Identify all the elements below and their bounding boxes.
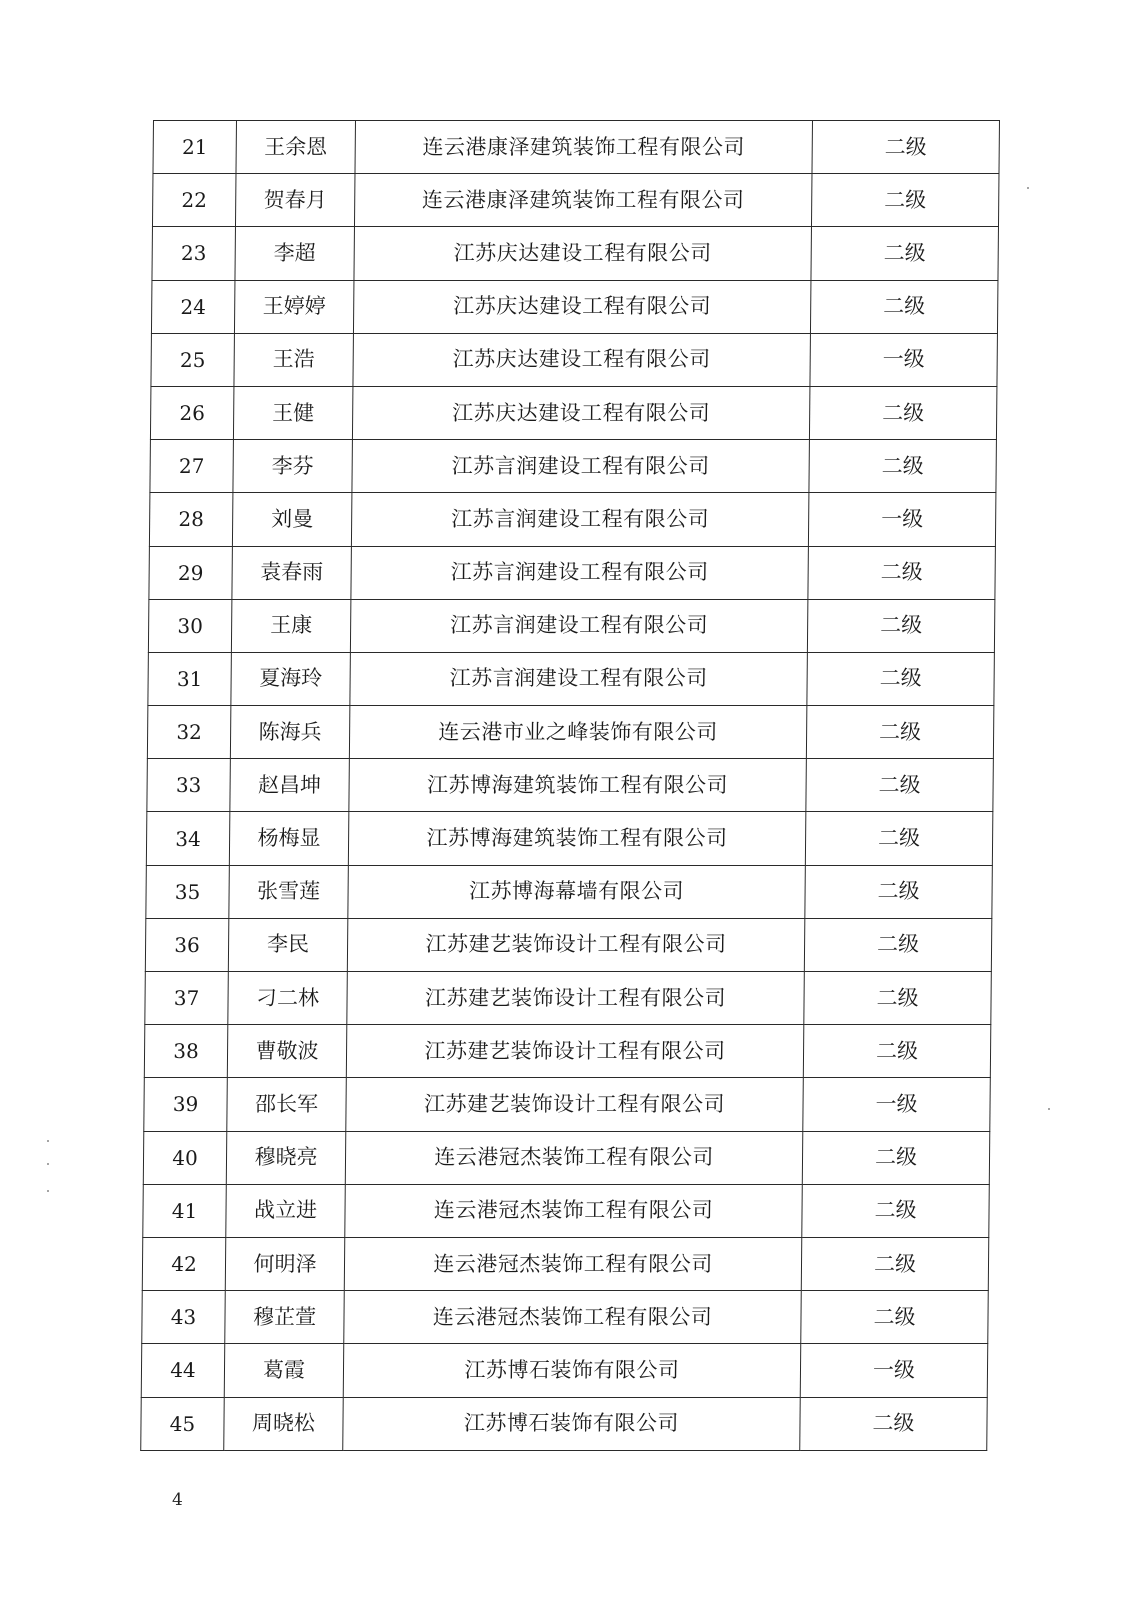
- company-name-cell: 江苏言润建设工程有限公司: [352, 440, 810, 493]
- registration-table: [140, 120, 1000, 1451]
- table-row: [141, 1344, 988, 1397]
- table-row: [150, 440, 997, 493]
- company-name-cell: 江苏言润建设工程有限公司: [351, 493, 809, 546]
- row-number-cell: 22: [152, 174, 236, 227]
- company-name-cell: 江苏博海建筑装饰工程有限公司: [348, 812, 806, 865]
- person-name-cell: 穆芷萱: [225, 1291, 345, 1344]
- company-name-cell: 连云港冠杰装饰工程有限公司: [345, 1184, 803, 1237]
- row-number-cell: 31: [148, 652, 232, 705]
- row-number-cell: 32: [147, 706, 231, 759]
- row-number-cell: 40: [143, 1131, 227, 1184]
- level-cell: 一级: [810, 333, 998, 386]
- level-cell: 二级: [808, 546, 996, 599]
- company-name-cell: 连云港冠杰装饰工程有限公司: [345, 1131, 803, 1184]
- level-cell: 二级: [802, 1131, 990, 1184]
- table-row: [146, 812, 993, 865]
- table-row: [149, 546, 996, 599]
- company-name-cell: 连云港康泽建筑装饰工程有限公司: [354, 174, 812, 227]
- row-number-cell: 41: [143, 1184, 227, 1237]
- person-name-cell: 李芬: [233, 440, 353, 493]
- level-cell: 二级: [805, 865, 993, 918]
- person-name-cell: 张雪莲: [229, 865, 349, 918]
- level-cell: 二级: [804, 972, 992, 1025]
- company-name-cell: 连云港冠杰装饰工程有限公司: [344, 1291, 802, 1344]
- level-cell: 二级: [803, 1025, 991, 1078]
- table-row: [153, 121, 1000, 174]
- scan-speck: [47, 1190, 49, 1192]
- table-row: [141, 1397, 988, 1450]
- table-row: [149, 493, 996, 546]
- table-row: [150, 386, 997, 439]
- row-number-cell: 29: [149, 546, 233, 599]
- company-name-cell: 江苏言润建设工程有限公司: [350, 652, 808, 705]
- row-number-cell: 27: [150, 440, 234, 493]
- company-name-cell: 江苏庆达建设工程有限公司: [353, 280, 811, 333]
- table-row: [151, 280, 998, 333]
- person-name-cell: 王健: [233, 386, 353, 439]
- level-cell: 一级: [803, 1078, 991, 1131]
- person-name-cell: 曹敬波: [227, 1025, 347, 1078]
- level-cell: 二级: [801, 1237, 989, 1290]
- person-name-cell: 葛霞: [224, 1344, 344, 1397]
- table-row: [144, 1078, 991, 1131]
- company-name-cell: 连云港市业之峰装饰有限公司: [349, 706, 807, 759]
- company-name-cell: 江苏建艺装饰设计工程有限公司: [347, 918, 805, 971]
- level-cell: 二级: [807, 652, 995, 705]
- company-name-cell: 江苏建艺装饰设计工程有限公司: [347, 972, 805, 1025]
- person-name-cell: 李民: [228, 918, 348, 971]
- row-number-cell: 35: [146, 865, 230, 918]
- level-cell: 一级: [800, 1344, 988, 1397]
- table-row: [143, 1184, 990, 1237]
- level-cell: 二级: [802, 1184, 990, 1237]
- company-name-cell: 江苏博石装饰有限公司: [343, 1397, 801, 1450]
- row-number-cell: 38: [144, 1025, 228, 1078]
- person-name-cell: 刘曼: [232, 493, 352, 546]
- person-name-cell: 王浩: [234, 333, 354, 386]
- table-row: [147, 759, 994, 812]
- table-row: [142, 1291, 989, 1344]
- person-name-cell: 王婷婷: [234, 280, 354, 333]
- table-row: [152, 174, 999, 227]
- level-cell: 二级: [805, 812, 993, 865]
- table-row: [147, 706, 994, 759]
- level-cell: 一级: [808, 493, 996, 546]
- row-number-cell: 34: [146, 812, 230, 865]
- row-number-cell: 42: [142, 1237, 226, 1290]
- person-name-cell: 王康: [231, 599, 351, 652]
- table-row: [152, 227, 999, 280]
- company-name-cell: 连云港康泽建筑装饰工程有限公司: [355, 121, 813, 174]
- row-number-cell: 33: [147, 759, 231, 812]
- level-cell: 二级: [811, 174, 999, 227]
- table-row: [148, 599, 995, 652]
- row-number-cell: 23: [152, 227, 236, 280]
- table-body: [141, 121, 1000, 1451]
- table-row: [143, 1131, 990, 1184]
- table-row: [148, 652, 995, 705]
- person-name-cell: 夏海玲: [231, 652, 351, 705]
- company-name-cell: 江苏博海建筑装饰工程有限公司: [349, 759, 807, 812]
- company-name-cell: 江苏庆达建设工程有限公司: [354, 227, 812, 280]
- person-name-cell: 贺春月: [235, 174, 355, 227]
- table-row: [145, 918, 992, 971]
- table-row: [146, 865, 993, 918]
- level-cell: 二级: [801, 1291, 989, 1344]
- person-name-cell: 穆晓亮: [226, 1131, 346, 1184]
- person-name-cell: 邵长军: [227, 1078, 347, 1131]
- company-name-cell: 江苏庆达建设工程有限公司: [352, 386, 810, 439]
- person-name-cell: 刁二林: [228, 972, 348, 1025]
- person-name-cell: 赵昌坤: [230, 759, 350, 812]
- person-name-cell: 杨梅显: [229, 812, 349, 865]
- row-number-cell: 21: [153, 121, 237, 174]
- table-row: [144, 1025, 991, 1078]
- row-number-cell: 39: [144, 1078, 228, 1131]
- row-number-cell: 28: [149, 493, 233, 546]
- table-row: [142, 1237, 989, 1290]
- level-cell: 二级: [810, 280, 998, 333]
- person-name-cell: 何明泽: [225, 1237, 345, 1290]
- level-cell: 二级: [809, 386, 997, 439]
- company-name-cell: 江苏言润建设工程有限公司: [351, 546, 809, 599]
- row-number-cell: 30: [148, 599, 232, 652]
- level-cell: 二级: [807, 599, 995, 652]
- row-number-cell: 36: [145, 918, 229, 971]
- level-cell: 二级: [804, 918, 992, 971]
- person-name-cell: 陈海兵: [230, 706, 350, 759]
- level-cell: 二级: [812, 121, 1000, 174]
- person-name-cell: 袁春雨: [232, 546, 352, 599]
- row-number-cell: 24: [151, 280, 235, 333]
- company-name-cell: 江苏博海幕墙有限公司: [348, 865, 806, 918]
- person-name-cell: 李超: [235, 227, 355, 280]
- row-number-cell: 44: [141, 1344, 225, 1397]
- page-number: 4: [172, 1490, 183, 1510]
- company-name-cell: 江苏庆达建设工程有限公司: [353, 333, 811, 386]
- level-cell: 二级: [809, 440, 997, 493]
- company-name-cell: 江苏建艺装饰设计工程有限公司: [346, 1025, 804, 1078]
- level-cell: 二级: [811, 227, 999, 280]
- scan-speck: [1027, 187, 1029, 189]
- row-number-cell: 43: [142, 1291, 226, 1344]
- scan-speck: [47, 1163, 49, 1165]
- row-number-cell: 26: [150, 386, 234, 439]
- company-name-cell: 江苏言润建设工程有限公司: [350, 599, 808, 652]
- company-name-cell: 江苏博石装饰有限公司: [343, 1344, 801, 1397]
- company-name-cell: 江苏建艺装饰设计工程有限公司: [346, 1078, 804, 1131]
- row-number-cell: 45: [141, 1397, 225, 1450]
- level-cell: 二级: [800, 1397, 988, 1450]
- person-name-cell: 周晓松: [224, 1397, 344, 1450]
- table-row: [151, 333, 998, 386]
- person-name-cell: 王余恩: [236, 121, 356, 174]
- row-number-cell: 25: [151, 333, 235, 386]
- person-name-cell: 战立进: [226, 1184, 346, 1237]
- scan-speck: [1048, 1108, 1050, 1110]
- level-cell: 二级: [806, 706, 994, 759]
- company-name-cell: 连云港冠杰装饰工程有限公司: [344, 1237, 802, 1290]
- row-number-cell: 37: [145, 972, 229, 1025]
- table-row: [145, 972, 992, 1025]
- scan-speck: [47, 1140, 49, 1142]
- level-cell: 二级: [806, 759, 994, 812]
